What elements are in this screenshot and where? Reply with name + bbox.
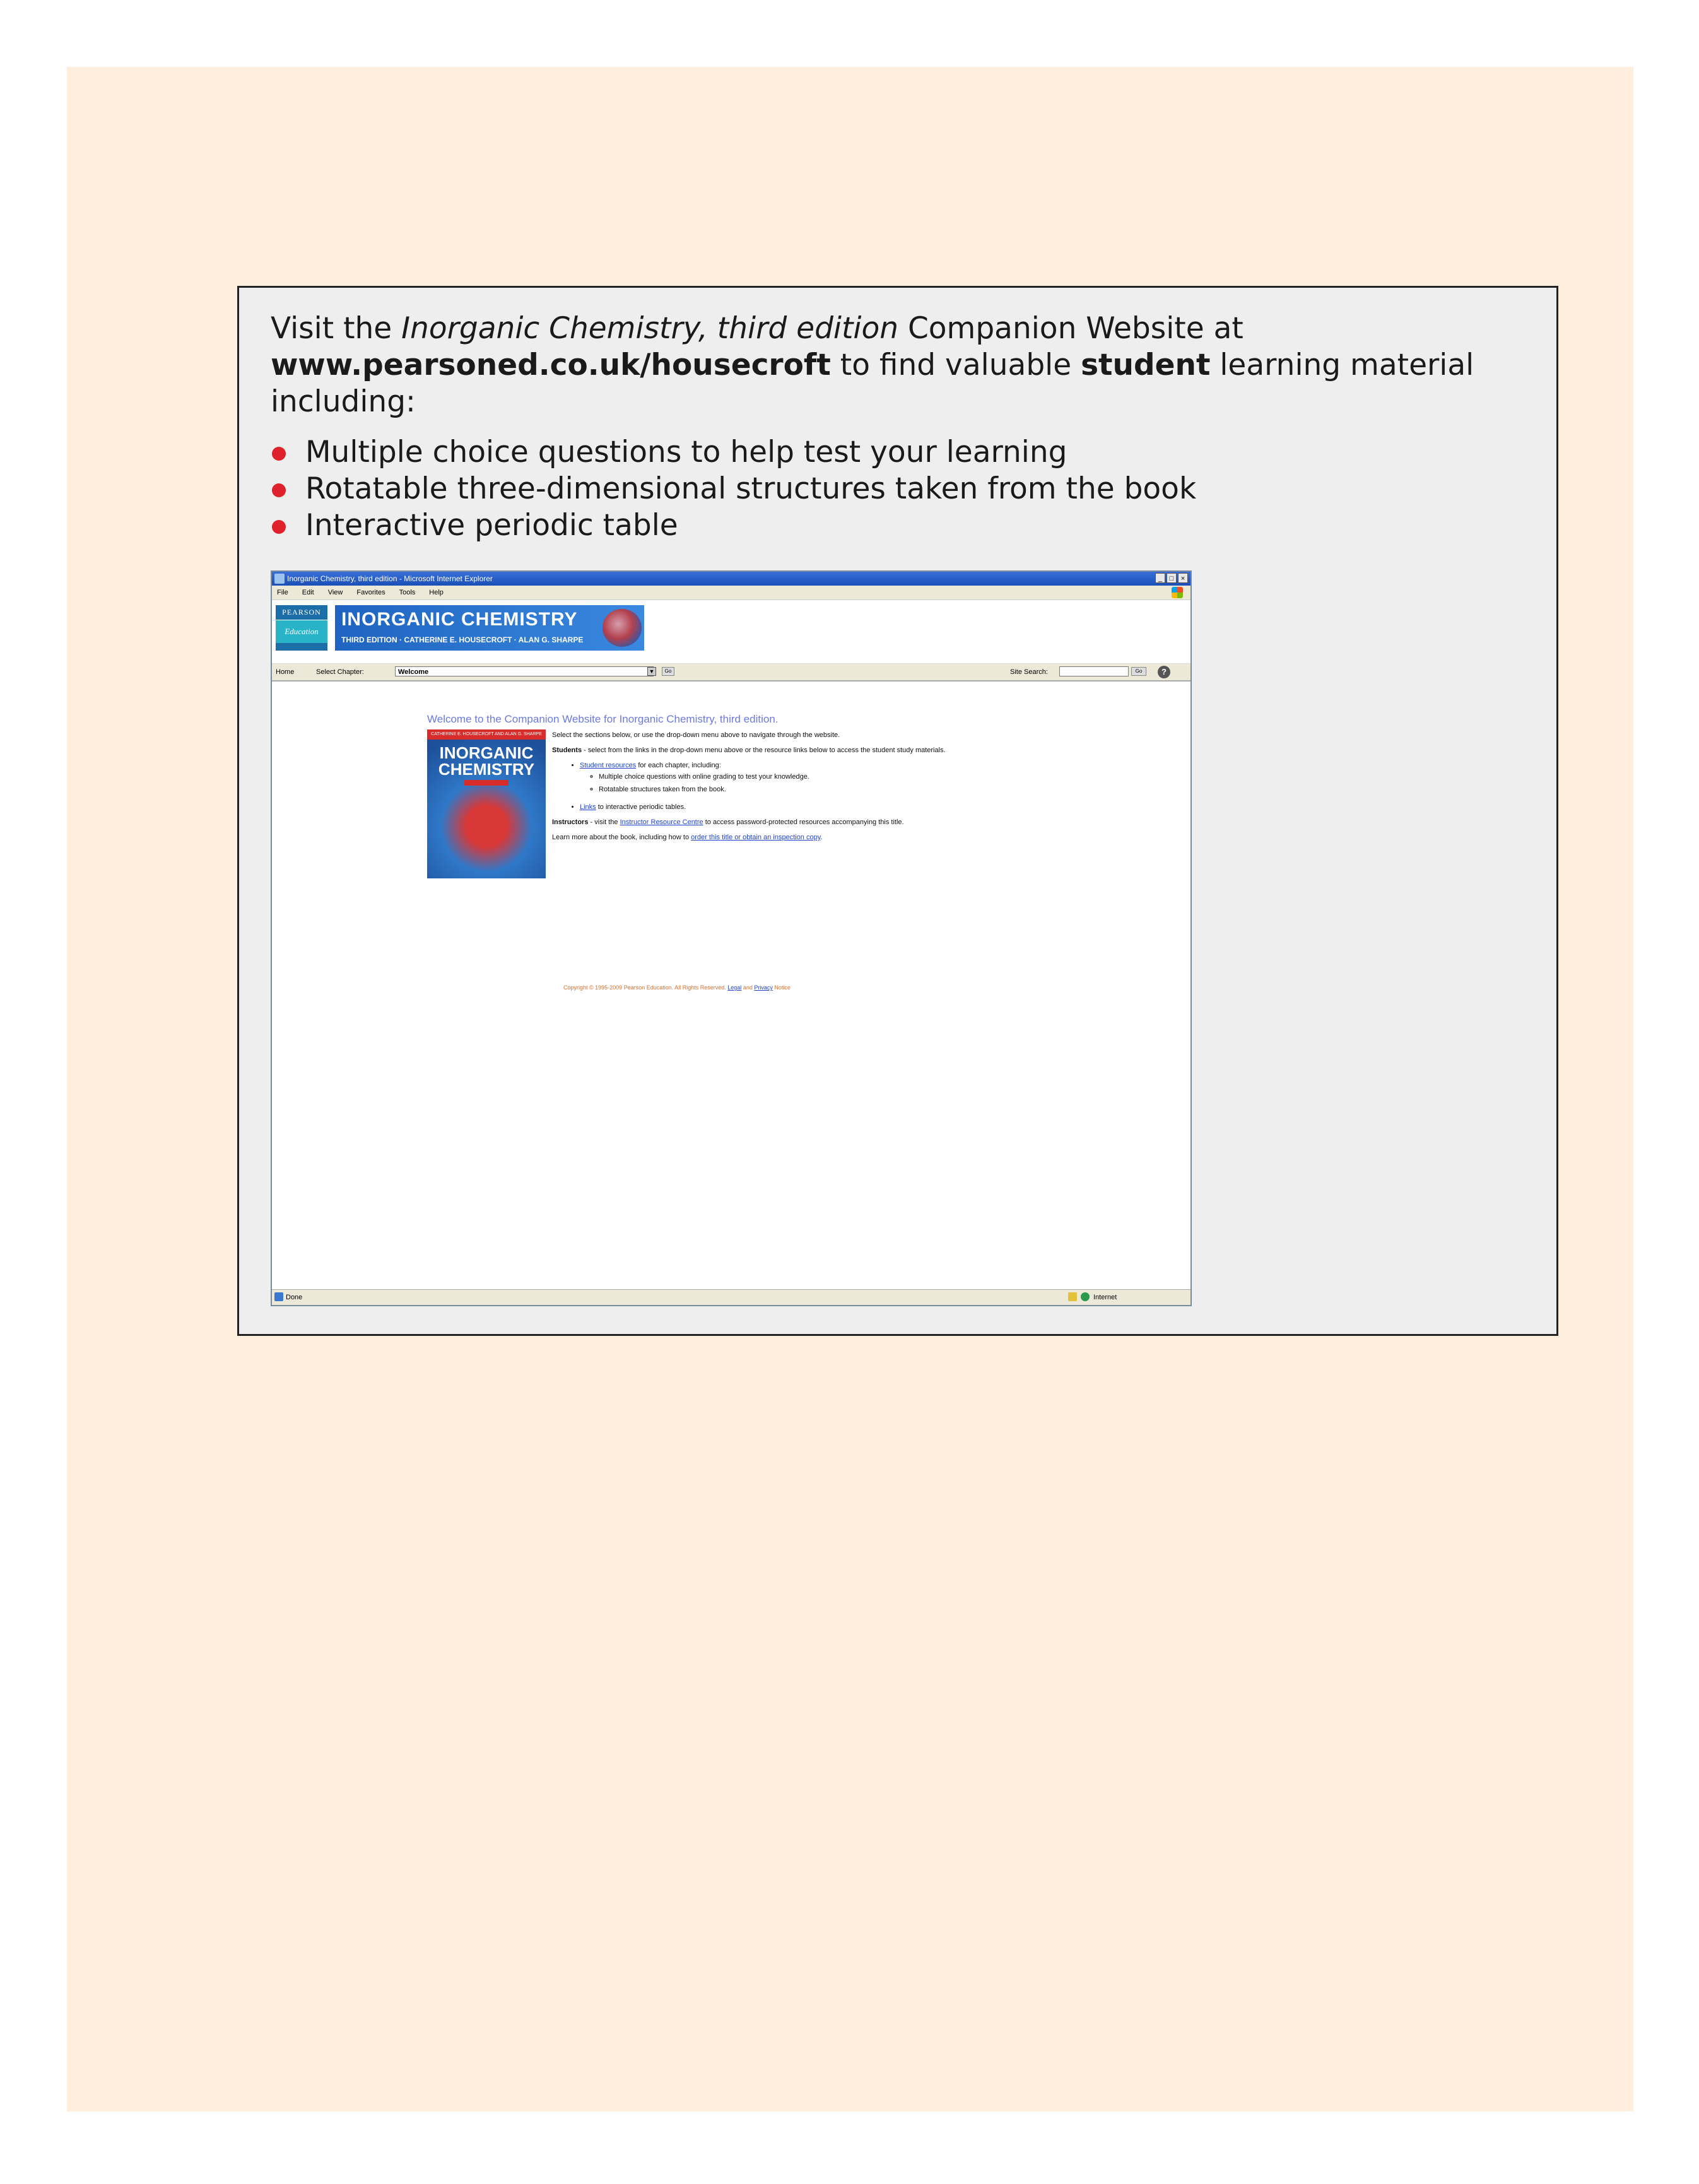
page-icon: [274, 1292, 283, 1301]
bullet-icon: [272, 520, 286, 534]
instructor-resource-centre-link[interactable]: Instructor Resource Centre: [620, 818, 703, 826]
feature-list: [271, 434, 1196, 544]
go-button[interactable]: Go: [662, 667, 674, 676]
legal-link[interactable]: Legal: [727, 984, 742, 991]
select-chapter-label: Select Chapter:: [316, 668, 364, 676]
students-paragraph: Students - select from the links in the drop-down menu above or the resource links below to access the student study materials.: [552, 747, 946, 754]
security-zone: Internet: [1093, 1294, 1117, 1301]
instructors-paragraph: Instructors - visit the Instructor Resource Centre to access password-protected resources accompanying this title.: [552, 818, 904, 826]
site-search-label: Site Search:: [1010, 668, 1048, 676]
links-link[interactable]: Links: [580, 803, 596, 811]
learn-more-paragraph: Learn more about the book, including how to order this title or obtain an inspection copy.: [552, 834, 823, 841]
menu-view[interactable]: View: [327, 589, 343, 596]
list-item: • Links to interactive periodic tables.: [580, 803, 1057, 812]
ie-icon: [274, 574, 285, 584]
browser-screenshot: [271, 570, 1192, 1306]
chevron-down-icon[interactable]: ▼: [647, 667, 656, 676]
menu-edit[interactable]: Edit: [302, 589, 314, 596]
list-item: • Student resources for each chapter, including: ◦ Multiple choice questions with online grading to test your knowledge. ◦ Rotatable structures taken from the book.: [580, 761, 1057, 794]
menu-help[interactable]: Help: [429, 589, 444, 596]
list-item: ◦ Multiple choice questions with online grading to test your knowledge.: [599, 772, 1057, 781]
cover-edition-strip: [464, 780, 509, 786]
search-go-button[interactable]: Go: [1131, 667, 1146, 676]
student-resources-link[interactable]: Student resources: [580, 762, 637, 769]
site-nav-bar: [272, 664, 1190, 682]
bullet-icon: [272, 447, 286, 461]
order-title-link[interactable]: order this title or obtain an inspection copy: [691, 834, 821, 841]
cover-title: INORGANIC CHEMISTRY: [438, 743, 535, 779]
menu-tools[interactable]: Tools: [399, 589, 416, 596]
globe-icon: [1081, 1292, 1090, 1301]
help-icon[interactable]: ?: [1158, 666, 1170, 678]
cover-authors: CATHERINE E. HOUSECROFT AND ALAN G. SHARPE: [427, 729, 546, 740]
home-link[interactable]: Home: [276, 668, 295, 676]
bullet-icon: [272, 483, 286, 497]
copyright-notice: Copyright © 1995-2009 Pearson Education. All Rights Reserved. Legal and Privacy Notice: [563, 984, 791, 991]
maximize-button[interactable]: □: [1167, 573, 1177, 583]
list-item: Interactive periodic table: [271, 507, 1196, 544]
status-bar: [272, 1289, 1190, 1305]
lock-icon: [1068, 1292, 1077, 1301]
pearson-logo[interactable]: PEARSON Education: [276, 605, 327, 651]
menu-file[interactable]: File: [277, 589, 288, 596]
website-url: www.pearsoned.co.uk/housecroft: [271, 348, 831, 382]
book-cover: [427, 729, 546, 878]
menu-bar: [272, 586, 1190, 600]
page-content: [272, 694, 1190, 1281]
companion-website-box: [237, 286, 1558, 1336]
list-item: Rotatable three-dimensional structures taken from the book: [271, 471, 1196, 507]
intro-paragraph: Select the sections below, or use the drop-down menu above to navigate through the website.: [552, 731, 840, 739]
minimize-button[interactable]: _: [1155, 573, 1165, 583]
welcome-heading: Welcome to the Companion Website for Inorganic Chemistry, third edition.: [427, 713, 779, 725]
book-banner: [335, 605, 644, 651]
banner-title: INORGANIC CHEMISTRY: [341, 609, 578, 630]
privacy-link[interactable]: Privacy: [754, 984, 773, 991]
molecule-icon: [603, 609, 642, 647]
welcome-text: [552, 731, 1057, 848]
site-banner: [272, 600, 1190, 664]
status-text: Done: [286, 1294, 303, 1301]
close-button[interactable]: ×: [1178, 573, 1188, 583]
windows-logo-icon: [1172, 587, 1183, 598]
site-search-input[interactable]: [1059, 666, 1129, 676]
window-titlebar: [272, 572, 1190, 586]
intro-text: Visit the Inorganic Chemistry, third edition Companion Website at www.pearsoned.co.uk/housecroft to find valuable student learning material including:: [271, 311, 1474, 419]
banner-subtitle: THIRD EDITION · CATHERINE E. HOUSECROFT · ALAN G. SHARPE: [341, 635, 584, 644]
resource-list: [552, 761, 1057, 812]
menu-favorites[interactable]: Favorites: [356, 589, 385, 596]
window-title: Inorganic Chemistry, third edition - Microsoft Internet Explorer: [287, 574, 493, 583]
list-item: ◦ Rotatable structures taken from the book.: [599, 785, 1057, 794]
page-background: [67, 67, 1633, 2111]
list-item: Multiple choice questions to help test your learning: [271, 434, 1196, 471]
chapter-select[interactable]: Welcome: [395, 666, 654, 676]
